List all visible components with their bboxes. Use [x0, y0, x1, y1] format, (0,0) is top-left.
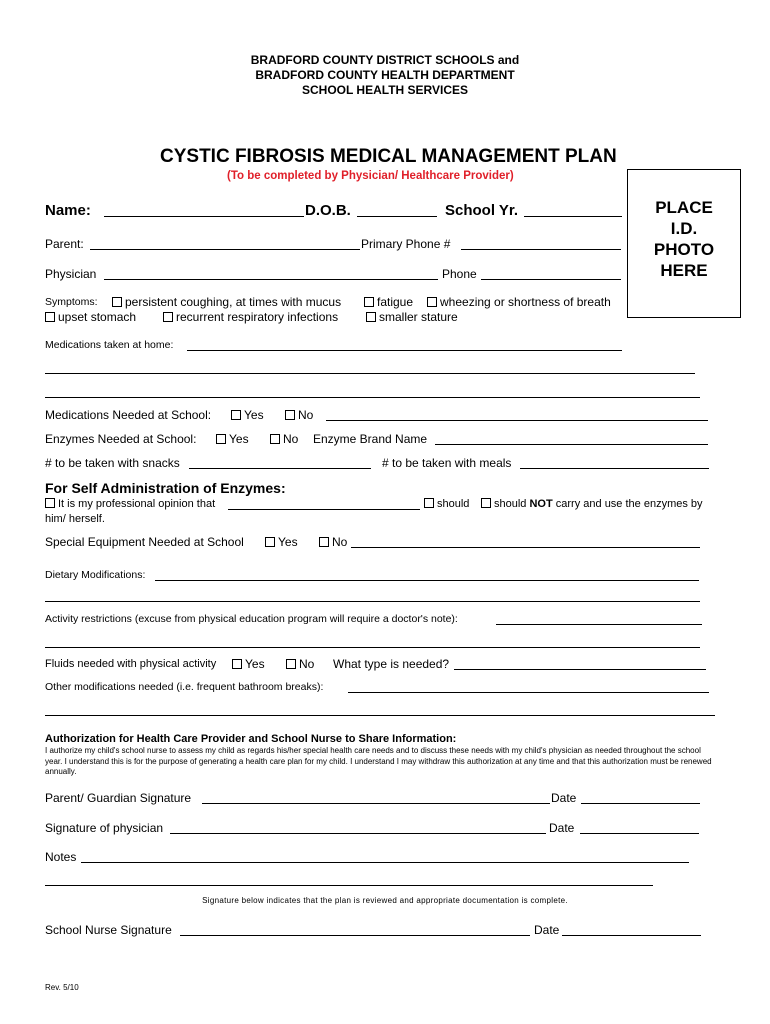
- self-admin-opinion[interactable]: [45, 498, 215, 510]
- name-field[interactable]: [104, 216, 304, 217]
- photo-line-4: HERE: [660, 261, 708, 280]
- symptom-label: smaller stature: [379, 310, 458, 324]
- option-label: No: [299, 657, 315, 671]
- symptom-label: persistent coughing, at times with mucus: [125, 295, 342, 309]
- option-label: should: [494, 498, 527, 510]
- fluids-type-label: What type is needed?: [333, 657, 450, 671]
- dob-field[interactable]: [357, 216, 437, 217]
- medications-school-label: Medications Needed at School:: [45, 408, 212, 422]
- fluids-yes[interactable]: [232, 657, 265, 671]
- medications-home-field[interactable]: [187, 350, 622, 351]
- medications-school-yes[interactable]: [231, 408, 264, 422]
- checkbox-icon[interactable]: [285, 410, 295, 420]
- meals-field[interactable]: [520, 468, 709, 469]
- self-admin-continuation: him/ herself.: [45, 513, 105, 525]
- snacks-label: # to be taken with snacks: [45, 456, 180, 470]
- header-line-2: BRADFORD COUNTY HEALTH DEPARTMENT: [255, 68, 515, 82]
- nurse-date-label: Date: [534, 923, 560, 937]
- header-line-3: SCHOOL HEALTH SERVICES: [301, 83, 469, 97]
- enzymes-school-label: Enzymes Needed at School:: [45, 432, 197, 446]
- checkbox-icon[interactable]: [286, 659, 296, 669]
- symptom-label: upset stomach: [58, 310, 137, 324]
- physician-date-label: Date: [549, 821, 575, 835]
- fluids-label: Fluids needed with physical activity: [45, 658, 217, 670]
- option-label: Yes: [229, 432, 249, 446]
- symptom-upset-stomach[interactable]: [45, 310, 136, 324]
- dob-label: D.O.B.: [305, 202, 351, 219]
- self-admin-should[interactable]: [424, 498, 469, 510]
- checkbox-icon[interactable]: [45, 498, 55, 508]
- symptom-label: fatigue: [377, 295, 414, 309]
- enzyme-brand-label: Enzyme Brand Name: [313, 432, 428, 446]
- school-yr-field[interactable]: [524, 216, 622, 217]
- nurse-date-field[interactable]: [562, 935, 701, 936]
- option-label: No: [332, 535, 348, 549]
- physician-field[interactable]: [104, 279, 438, 280]
- revision-label: Rev. 5/10: [45, 983, 79, 992]
- option-label: Yes: [245, 657, 265, 671]
- special-equipment-no[interactable]: [319, 535, 347, 549]
- dietary-line-2[interactable]: [45, 601, 700, 602]
- opinion-text: It is my professional opinion that: [58, 498, 216, 510]
- not-emphasis: NOT: [529, 498, 553, 510]
- symptom-wheezing[interactable]: [427, 295, 611, 309]
- activity-label: Activity restrictions (excuse from physical education program will require a doctor's note):: [45, 613, 458, 625]
- parent-field[interactable]: [90, 249, 360, 250]
- enzyme-brand-field[interactable]: [435, 444, 708, 445]
- review-note: Signature below indicates that the plan is reviewed and appropriate documentation is complete.: [202, 896, 568, 905]
- fluids-no[interactable]: [286, 657, 314, 671]
- self-admin-field[interactable]: [228, 509, 420, 510]
- physician-label: Physician: [45, 267, 97, 281]
- other-mods-label: Other modifications needed (i.e. frequent bathroom breaks):: [45, 681, 324, 693]
- checkbox-icon[interactable]: [319, 537, 329, 547]
- notes-field[interactable]: [81, 862, 689, 863]
- medications-school-field[interactable]: [326, 420, 708, 421]
- checkbox-icon[interactable]: [231, 410, 241, 420]
- checkbox-icon[interactable]: [270, 434, 280, 444]
- other-mods-line-2[interactable]: [45, 715, 715, 716]
- physician-date-field[interactable]: [580, 833, 699, 834]
- checkbox-icon[interactable]: [163, 312, 173, 322]
- checkbox-icon[interactable]: [232, 659, 242, 669]
- checkbox-icon[interactable]: [481, 498, 491, 508]
- parent-signature-label: Parent/ Guardian Signature: [45, 791, 192, 805]
- option-label: Yes: [244, 408, 264, 422]
- form-title: CYSTIC FIBROSIS MEDICAL MANAGEMENT PLAN: [160, 146, 617, 167]
- special-equipment-label: Special Equipment Needed at School: [45, 535, 244, 549]
- checkbox-icon[interactable]: [427, 297, 437, 307]
- symptom-recurrent-infections[interactable]: [163, 310, 338, 324]
- school-yr-label: School Yr.: [445, 202, 519, 219]
- medications-home-line-2[interactable]: [45, 373, 695, 374]
- symptom-persistent-coughing[interactable]: [112, 295, 341, 309]
- self-admin-heading: For Self Administration of Enzymes:: [45, 480, 286, 496]
- authorization-text: I authorize my child's school nurse to assess my child as regards his/her special health care needs and to discuss these needs with my child's physician as needed throughout the school year. I understand this is for the purpose of generating a health care plan for my child. I understand I may withdraw this authorization at any time and that this authorization must be renewed annually.: [45, 746, 712, 776]
- checkbox-icon[interactable]: [112, 297, 122, 307]
- authorization-heading: Authorization for Health Care Provider and School Nurse to Share Information:: [45, 733, 457, 745]
- checkbox-icon[interactable]: [364, 297, 374, 307]
- checkbox-icon[interactable]: [366, 312, 376, 322]
- parent-label: Parent:: [45, 237, 84, 251]
- special-equipment-field[interactable]: [351, 547, 700, 548]
- symptom-smaller-stature[interactable]: [366, 310, 458, 324]
- notes-label: Notes: [45, 850, 77, 864]
- photo-line-3: PHOTO: [653, 240, 715, 259]
- form-subtitle: (To be completed by Physician/ Healthcare Provider): [227, 170, 514, 182]
- checkbox-icon[interactable]: [45, 312, 55, 322]
- parent-signature-field[interactable]: [202, 803, 550, 804]
- primary-phone-label: Primary Phone #: [361, 237, 451, 251]
- checkbox-icon[interactable]: [216, 434, 226, 444]
- option-label: No: [283, 432, 299, 446]
- primary-phone-field[interactable]: [461, 249, 621, 250]
- symptoms-label: Symptoms:: [45, 296, 98, 308]
- dietary-label: Dietary Modifications:: [45, 569, 146, 581]
- physician-signature-label: Signature of physician: [45, 821, 164, 835]
- special-equipment-yes[interactable]: [265, 535, 298, 549]
- header-line-1: BRADFORD COUNTY DISTRICT SCHOOLS and: [250, 53, 520, 67]
- phone-field[interactable]: [481, 279, 621, 280]
- symptom-label: wheezing or shortness of breath: [440, 295, 611, 309]
- name-label: Name:: [45, 202, 91, 219]
- snacks-field[interactable]: [189, 468, 371, 469]
- enzymes-school-no[interactable]: [270, 432, 298, 446]
- medications-home-line-3[interactable]: [45, 397, 700, 398]
- meals-label: # to be taken with meals: [382, 456, 512, 470]
- other-mods-field[interactable]: [348, 692, 709, 693]
- checkbox-icon[interactable]: [265, 537, 275, 547]
- parent-date-field[interactable]: [581, 803, 700, 804]
- photo-line-2: I.D.: [670, 219, 698, 238]
- physician-signature-field[interactable]: [170, 833, 546, 834]
- symptom-label: recurrent respiratory infections: [176, 310, 339, 324]
- option-label: should: [437, 498, 470, 510]
- nurse-signature-field[interactable]: [180, 935, 530, 936]
- fluids-type-field[interactable]: [454, 669, 706, 670]
- option-label: Yes: [278, 535, 298, 549]
- medications-school-no[interactable]: [285, 408, 313, 422]
- nurse-signature-label: School Nurse Signature: [45, 923, 172, 937]
- medications-home-label: Medications taken at home:: [45, 339, 174, 351]
- parent-date-label: Date: [551, 791, 577, 805]
- symptom-fatigue[interactable]: [364, 295, 413, 309]
- enzymes-school-yes[interactable]: [216, 432, 249, 446]
- checkbox-icon[interactable]: [424, 498, 434, 508]
- notes-line-2[interactable]: [45, 885, 653, 886]
- photo-placeholder: [627, 169, 741, 318]
- photo-line-1: PLACE: [655, 198, 713, 217]
- activity-field[interactable]: [496, 624, 702, 625]
- option-label-tail: carry and use the enzymes by: [555, 498, 703, 510]
- activity-line-2[interactable]: [45, 647, 700, 648]
- self-admin-should-not[interactable]: [481, 498, 703, 510]
- phone-label: Phone: [442, 267, 477, 281]
- dietary-field[interactable]: [155, 580, 699, 581]
- option-label: No: [298, 408, 314, 422]
